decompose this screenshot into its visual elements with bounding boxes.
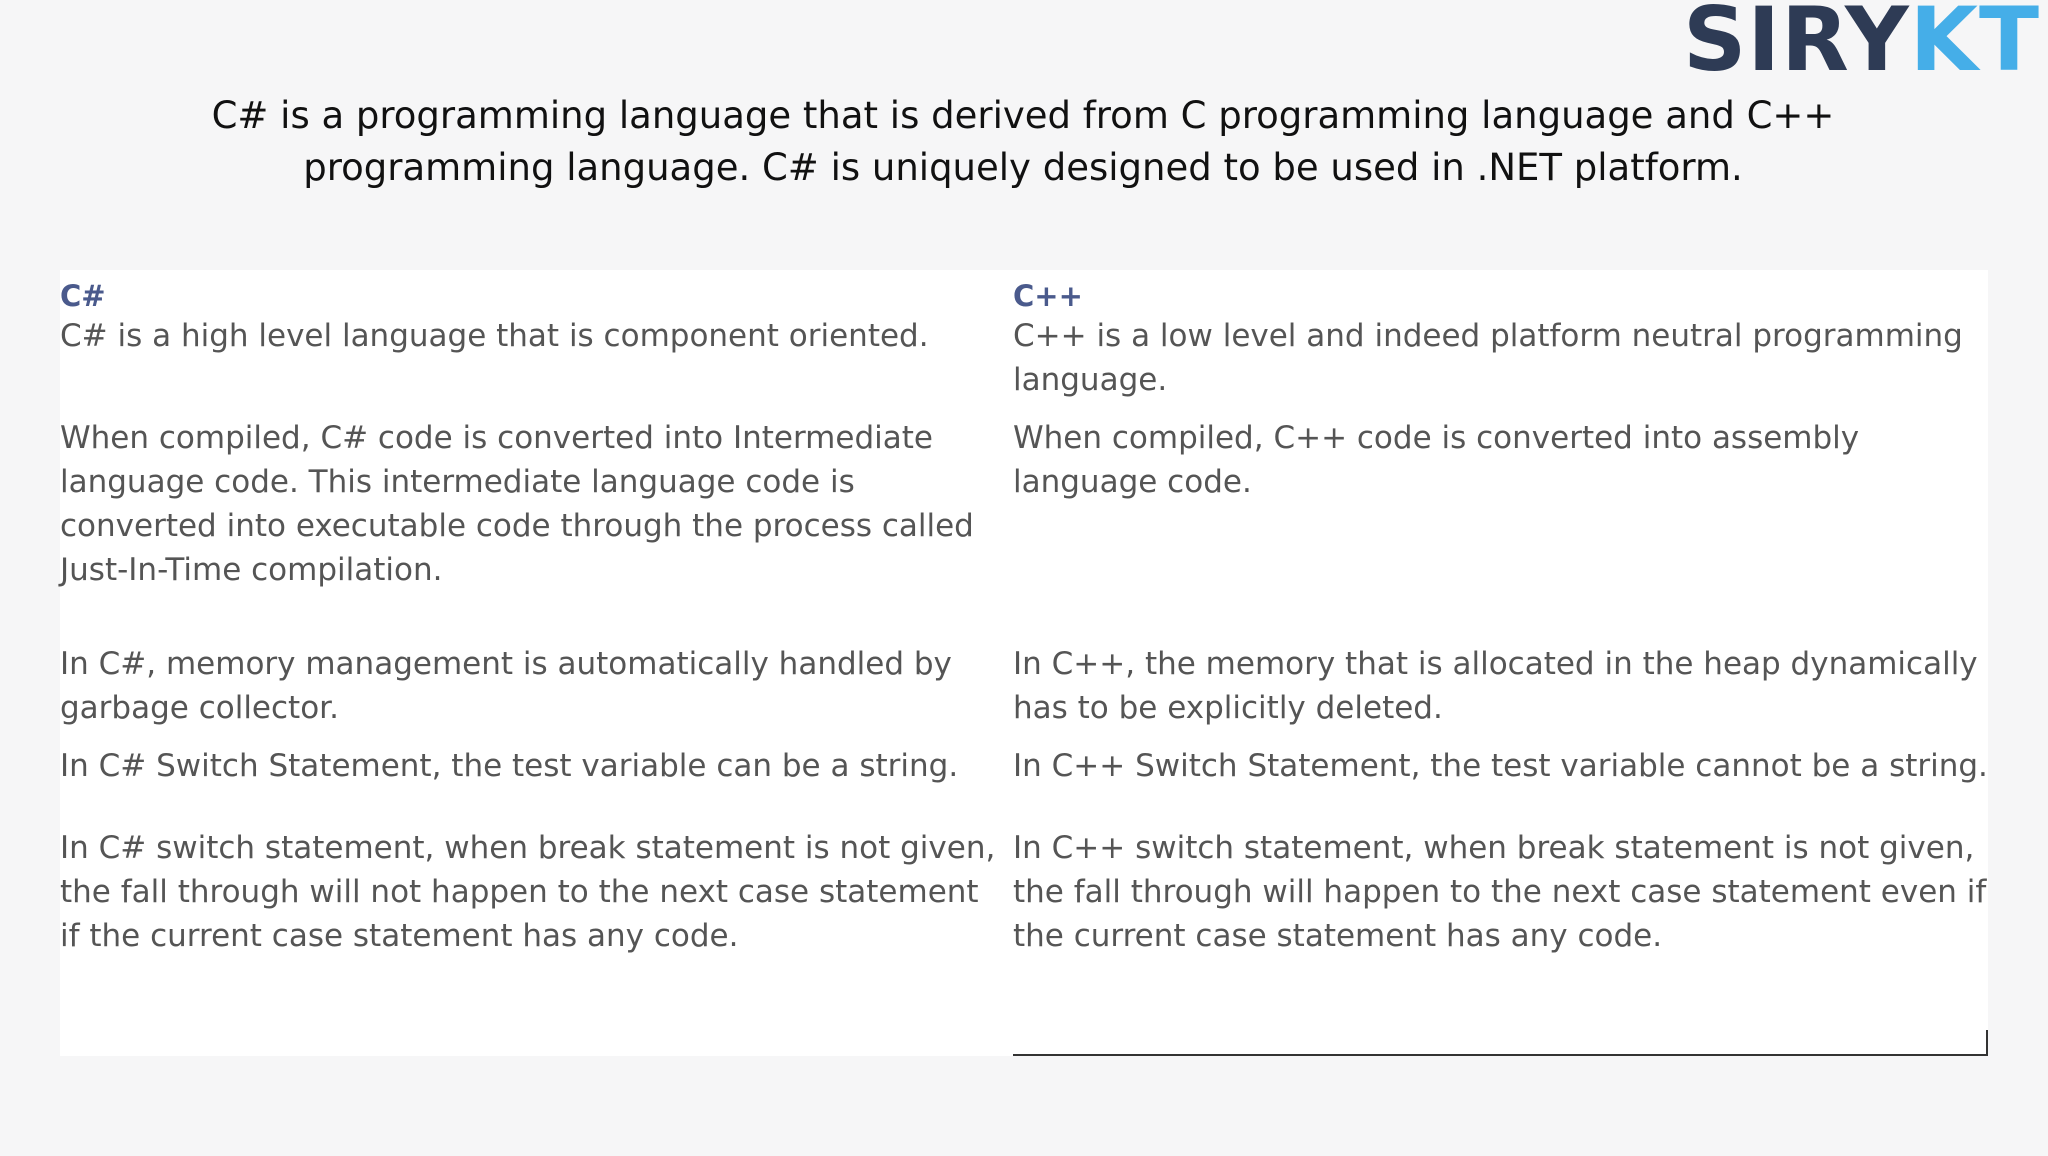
csharp-row-switch-string: In C# Switch Statement, the test variable can be a string. (60, 748, 959, 784)
column-csharp (60, 270, 1005, 1056)
brand-logo (1682, 0, 2040, 91)
logo-part-siry: SIRY (1682, 0, 1910, 91)
column-cpp (1013, 270, 1988, 1056)
cpp-row-memory: In C++, the memory that is allocated in the heap dynamically has to be explicitly deleted. (1013, 646, 1978, 726)
cpp-row-fallthrough: In C++ switch statement, when break statement is not given, the fall through will happen to the next case statement even if the current case statement has any code. (1013, 830, 1987, 954)
csharp-row-compilation: When compiled, C# code is converted into Intermediate language code. This intermediate language code is converted into executable code through the process called Just-In-Time compilation. (60, 420, 974, 588)
cpp-row-compilation: When compiled, C++ code is converted into assembly language code. (1013, 420, 1860, 500)
table-corner-tick (1986, 1030, 1988, 1056)
csharp-row-level: C# is a high level language that is component oriented. (60, 318, 929, 354)
cpp-row-level: C++ is a low level and indeed platform neutral programming language. (1013, 318, 1963, 398)
column-heading-cpp: C++ (1013, 279, 1083, 313)
intro-paragraph: C# is a programming language that is derived from C programming language and C++ programming language. C# is uniquely designed to be used in .NET platform. (211, 94, 1835, 189)
table-bottom-border (1013, 1054, 1988, 1056)
comparison-table (60, 270, 1988, 1056)
logo-part-kt: KT (1909, 0, 2040, 91)
csharp-row-memory: In C#, memory management is automatically handled by garbage collector. (60, 646, 952, 726)
csharp-row-fallthrough: In C# switch statement, when break statement is not given, the fall through will not happen to the next case statement if the current case statement has any code. (60, 830, 996, 954)
cpp-row-switch-string: In C++ Switch Statement, the test variable cannot be a string. (1013, 748, 1988, 784)
column-heading-csharp: C# (60, 279, 106, 313)
logo-text (1682, 0, 2040, 91)
